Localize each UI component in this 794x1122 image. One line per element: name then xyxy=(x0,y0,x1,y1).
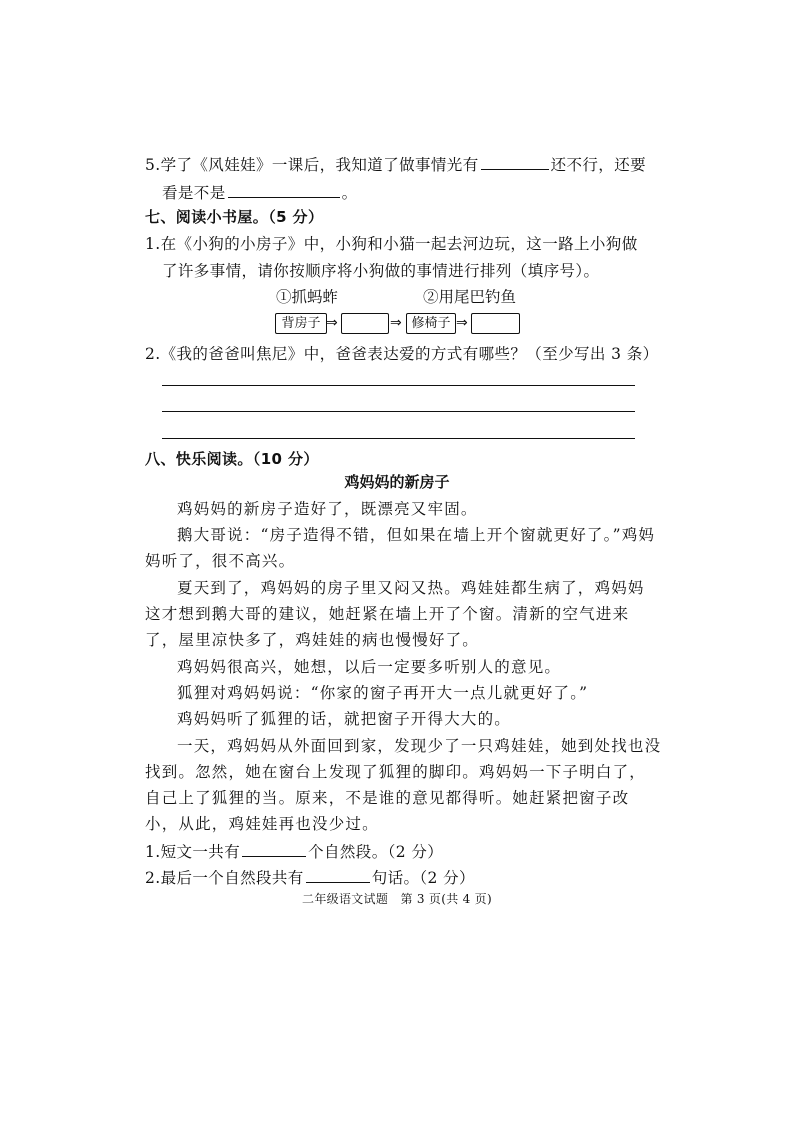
story-line: 鸡妈妈很高兴，她想，以后一定要多听别人的意见。 xyxy=(177,658,562,676)
answer-blank[interactable] xyxy=(306,866,370,883)
s7-question-1-line1: 1.在《小狗的小房子》中，小狗和小猫一起去河边玩，这一路上小狗做 xyxy=(145,235,638,253)
page-footer: 二年级语文试题 第 3 页(共 4 页) xyxy=(302,892,492,906)
story-line: 一天，鸡妈妈从外面回到家，发现少了一只鸡娃娃，她到处找也没 xyxy=(177,737,662,755)
option-2: ②用尾巴钓鱼 xyxy=(423,288,517,306)
question-5-line1 xyxy=(145,153,646,175)
answer-blank[interactable] xyxy=(228,181,340,198)
story-line: 这才想到鹅大哥的建议，她赶紧在墙上开了个窗。清新的空气进来 xyxy=(145,605,630,623)
s7-question-2: 2.《我的爸爸叫焦尼》中，爸爸表达爱的方式有哪些？（至少写出 3 条） xyxy=(145,345,659,363)
story-line: 狐狸对鸡妈妈说：“你家的窗子再开大一点儿就更好了。” xyxy=(177,684,589,702)
question-5-line2 xyxy=(162,181,358,203)
story-line: 夏天到了，鸡妈妈的房子里又闷又热。鸡娃娃都生病了，鸡妈妈 xyxy=(177,579,645,597)
sequence-box-3: 修椅子 xyxy=(406,313,456,334)
question-text: 看是不是 xyxy=(162,184,226,202)
question-text: 个自然段。（2 分） xyxy=(308,843,444,861)
arrow-right-icon: ⇒ xyxy=(456,315,468,331)
story-line: 鹅大哥说：“房子造得不错，但如果在墙上开个窗就更好了。”鸡妈 xyxy=(177,526,656,544)
story-line: 鸡妈妈的新房子造好了，既漂亮又牢固。 xyxy=(177,500,478,518)
question-text: 1.短文一共有 xyxy=(145,843,241,861)
story-title: 鸡妈妈的新房子 xyxy=(344,473,450,491)
s8-question-2 xyxy=(145,866,475,888)
question-text: 。 xyxy=(341,184,358,202)
arrow-right-icon: ⇒ xyxy=(390,315,402,331)
s8-question-1 xyxy=(145,840,443,862)
answer-line[interactable] xyxy=(162,385,635,386)
story-line: 自己上了狐狸的当。原来，不是谁的意见都得听。她赶紧把窗子改 xyxy=(145,789,630,807)
section-8-heading: 八、快乐阅读。（10 分） xyxy=(145,450,319,468)
s7-question-1-line2: 了许多事情，请你按顺序将小狗做的事情进行排列（填序号）。 xyxy=(162,262,600,280)
option-1: ①抓蚂蚱 xyxy=(276,288,339,306)
sequence-box-2-blank[interactable] xyxy=(341,313,389,334)
story-line: 鸡妈妈听了狐狸的话，就把窗子开得大大的。 xyxy=(177,710,512,728)
sequence-box-4-blank[interactable] xyxy=(471,313,520,334)
section-7-heading: 七、阅读小书屋。（5 分） xyxy=(145,208,324,226)
answer-line[interactable] xyxy=(162,411,635,412)
story-line: 小，从此，鸡娃娃再也没少过。 xyxy=(145,815,379,833)
story-line: 找到。忽然，她在窗台上发现了狐狸的脚印。鸡妈妈一下子明白了， xyxy=(145,763,647,781)
answer-blank[interactable] xyxy=(242,840,306,857)
story-line: 妈听了，很不高兴。 xyxy=(145,552,296,570)
question-text: 2.最后一个自然段共有 xyxy=(145,869,304,887)
question-text: 还不行，还要 xyxy=(550,156,647,174)
question-text: 学了《风娃娃》一课后，我知道了做事情光有 xyxy=(160,156,479,174)
sequence-box-1: 背房子 xyxy=(275,313,327,334)
question-text: 句话。（2 分） xyxy=(371,869,475,887)
story-line: 了，屋里凉快多了，鸡娃娃的病也慢慢好了。 xyxy=(145,631,480,649)
answer-line[interactable] xyxy=(162,438,635,439)
arrow-right-icon: ⇒ xyxy=(326,315,338,331)
answer-blank[interactable] xyxy=(481,153,549,170)
question-number: 5. xyxy=(145,156,161,174)
